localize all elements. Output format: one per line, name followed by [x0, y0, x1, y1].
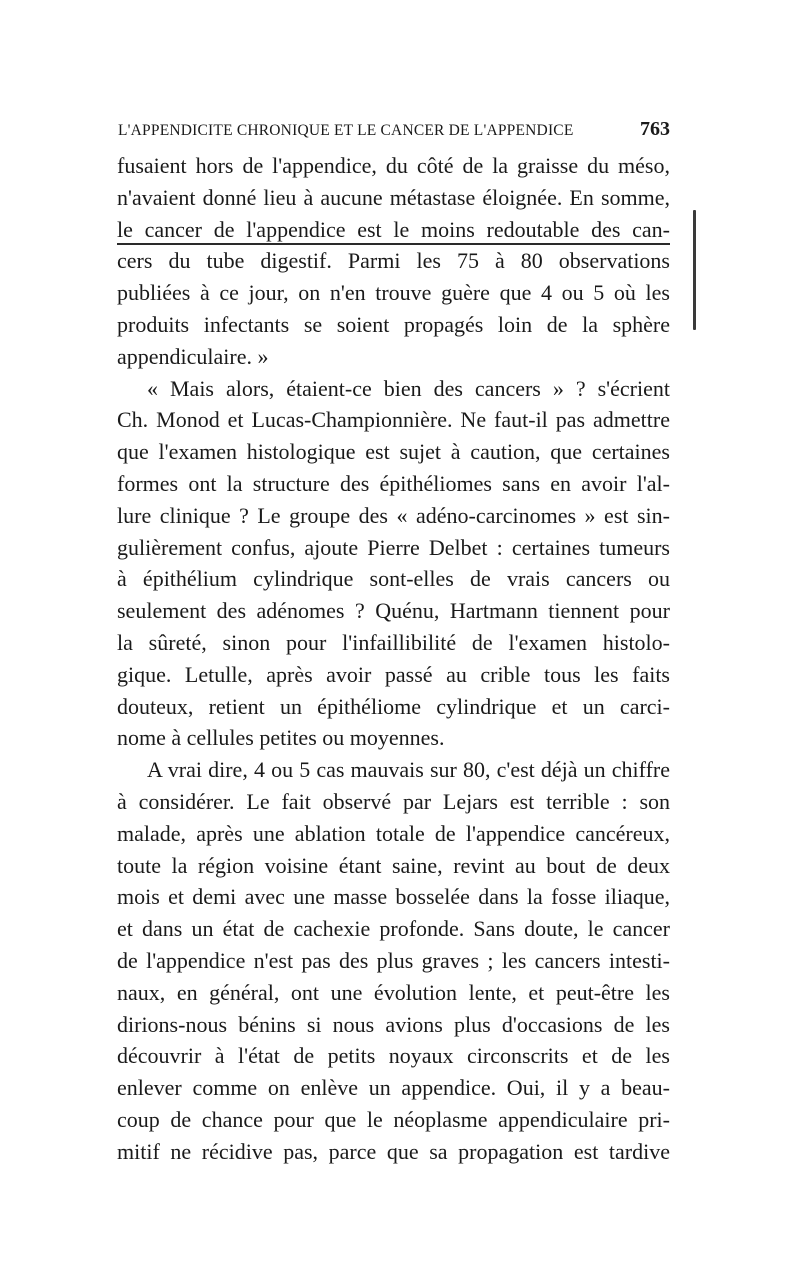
text-line: lure clinique ? Le groupe des « adéno-carcinomes » est sin-: [117, 502, 670, 528]
text-line: nome à cellules petites ou moyennes.: [117, 725, 445, 751]
text-line: fusaient hors de l'appendice, du côté de la graisse du méso,: [117, 153, 670, 178]
text-line: cers du tube digestif. Parmi les 75 à 80 observations: [117, 248, 670, 274]
text-line: n'avaient donné lieu à aucune métastase éloignée. En somme,: [117, 184, 670, 210]
text-line: publiées à ce jour, on n'en trouve guère que 4 ou 5 où les: [117, 280, 670, 306]
text-line: coup de chance pour que le néoplasme appendiculaire pri-: [117, 1106, 670, 1132]
text-line: découvrir à l'état de petits noyaux circonscrits et de les: [117, 1043, 670, 1069]
text-line: formes ont la structure des épithéliomes sans en avoir l'al-: [117, 470, 670, 496]
text-line: Ch. Monod et Lucas-Championnière. Ne faut-il pas admettre: [117, 407, 670, 433]
text-line: produits infectants se soient propagés loin de la sphère: [117, 311, 670, 337]
text-line: « Mais alors, étaient-ce bien des cancers » ? s'écrient: [147, 375, 670, 401]
text-line: toute la région voisine étant saine, revint au bout de deux: [117, 852, 670, 878]
text-line: seulement des adénomes ? Quénu, Hartmann tiennent pour: [117, 598, 670, 624]
running-title: L'APPENDICITE CHRONIQUE ET LE CANCER DE L'APPENDICE: [118, 122, 574, 139]
text-line: mois et demi avec une masse bosselée dans la fosse iliaque,: [117, 884, 670, 910]
text-line: dirions-nous bénins si nous avions plus d'occasions de les: [117, 1011, 670, 1037]
text-line: douteux, retient un épithéliome cylindrique et un carci-: [117, 693, 670, 719]
text-line: de l'appendice n'est pas des plus graves ; les cancers intesti-: [117, 947, 670, 973]
text-line: naux, en général, ont une évolution lente, et peut-être les: [117, 979, 670, 1005]
page-number: 763: [640, 118, 670, 140]
text-line: la sûreté, sinon pour l'infaillibilité de l'examen histolo-: [117, 629, 670, 655]
text-line: à épithélium cylindrique sont-elles de vrais cancers ou: [117, 566, 670, 592]
text-line: mitif ne récidive pas, parce que sa propagation est tardive: [117, 1138, 670, 1164]
text-line: enlever comme on enlève un appendice. Oui, il y a beau-: [117, 1075, 670, 1101]
text-line: et dans un état de cachexie profonde. Sans doute, le cancer: [117, 916, 670, 942]
text-line: à considérer. Le fait observé par Lejars est terrible : son: [117, 788, 670, 814]
body-text: [117, 150, 670, 1168]
running-head: [118, 118, 670, 142]
text-line: malade, après une ablation totale de l'appendice cancéreux,: [117, 820, 670, 846]
text-line: le cancer de l'appendice est le moins redoutable des can-: [117, 216, 670, 242]
pencil-margin-mark: [693, 210, 696, 330]
text-line: gique. Letulle, après avoir passé au crible tous les faits: [117, 661, 670, 687]
text-line: appendiculaire. »: [117, 343, 269, 369]
text-line: A vrai dire, 4 ou 5 cas mauvais sur 80, c'est déjà un chiffre: [147, 757, 670, 783]
text-line: que l'examen histologique est sujet à caution, que certaines: [117, 439, 670, 465]
text-line: gulièrement confus, ajoute Pierre Delbet : certaines tumeurs: [117, 534, 670, 560]
